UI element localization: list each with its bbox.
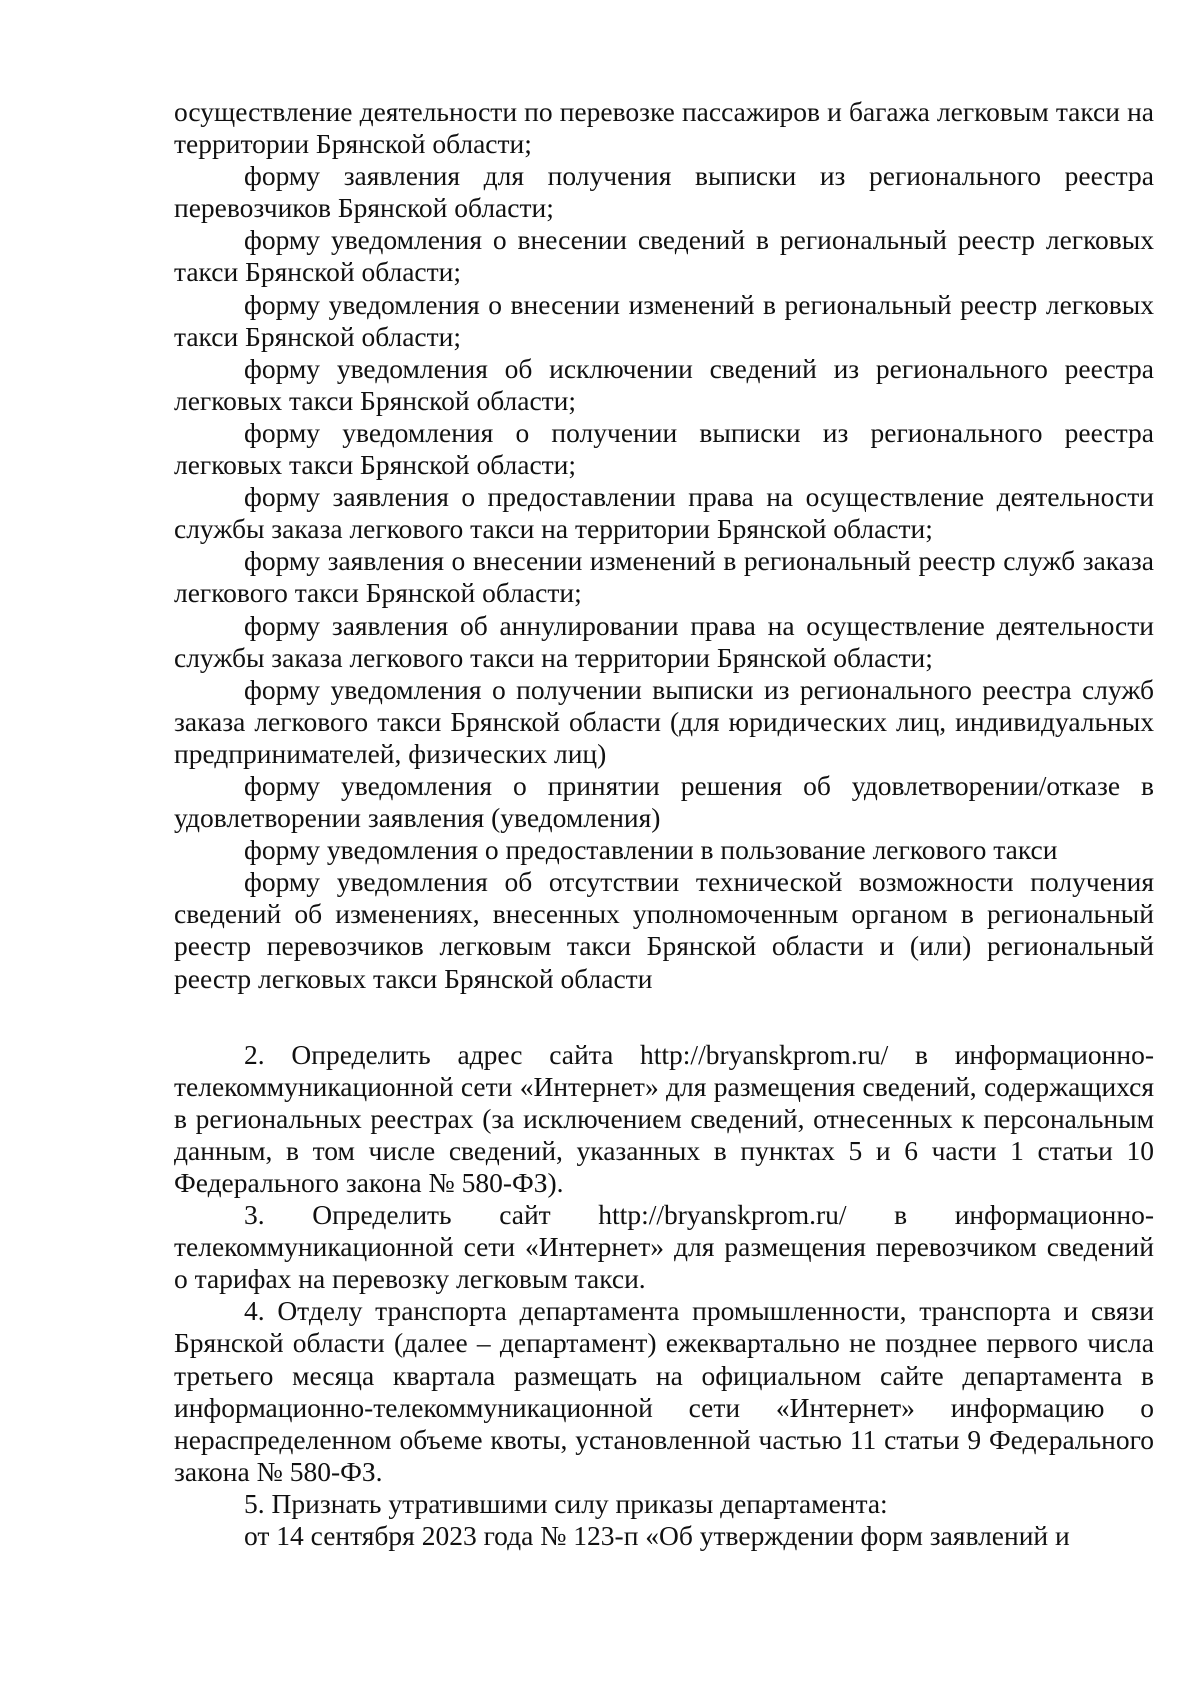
list-item: осуществление деятельности по перевозке пассажиров и багажа легковым такси на территории Брянской области;	[174, 96, 1154, 160]
list-item: форму заявления об аннулировании права на осуществление деятельности службы заказа легкового такси на территории Брянской области;	[174, 609, 1154, 673]
paragraph-continuation: от 14 сентября 2023 года № 123-п «Об утверждении форм заявлений и	[244, 1520, 1070, 1552]
list-item: форму уведомления об исключении сведений из регионального реестра легковых такси Брянской области;	[174, 352, 1154, 416]
paragraph-item-3: 3. Определить сайт http://bryanskprom.ru/ в информационно-телекоммуникационной сети «Интернет» для размещения перевозчиком сведений о тарифах на перевозку легковым такси.	[174, 1199, 1154, 1295]
list-item: форму уведомления об отсутствии технической возможности получения сведений об изменениях, внесенных уполномоченным органом в региональный реестр перевозчиков легковым такси Брянской области и (или) региональный реестр легковых такси Брянской области	[174, 866, 1154, 994]
list-item: форму заявления о внесении изменений в региональный реестр служб заказа легкового такси Брянской области;	[174, 545, 1154, 609]
list-item: форму уведомления о получении выписки из регионального реестра легковых такси Брянской области;	[174, 416, 1154, 481]
paragraph-spacer	[174, 995, 1154, 1039]
list-item: форму заявления о предоставлении права на осуществление деятельности службы заказа легкового такси на территории Брянской области;	[174, 481, 1154, 545]
paragraph-item-2: 2. Определить адрес сайта http://bryanskprom.ru/ в информационно-телекоммуникационной сети «Интернет» для размещения сведений, содержащихся в региональных реестрах (за исключением сведений, отнесенных к персональным данным, в том числе сведений, указанных в пунктах 5 и 6 части 1 статьи 10 Федерального закона № 580-ФЗ).	[174, 1038, 1154, 1198]
list-item: форму уведомления о внесении сведений в региональный реестр легковых такси Брянской области;	[174, 224, 1154, 288]
list-item: форму уведомления о внесении изменений в региональный реестр легковых такси Брянской области;	[174, 288, 1154, 352]
list-item: форму уведомления о получении выписки из регионального реестра служб заказа легкового такси Брянской области (для юридических лиц, индивидуальных предпринимателей, физических лиц)	[174, 673, 1154, 769]
paragraph-item-4: 4. Отделу транспорта департамента промышленности, транспорта и связи Брянской области (далее – департамент) ежеквартально не позднее первого числа третьего месяца квартала размещать на официальном сайте департамента в информационно-телекоммуникационной сети «Интернет» информацию о нераспределенном объеме квоты, установленной частью 11 статьи 9 Федерального закона № 580-ФЗ.	[174, 1295, 1154, 1487]
list-item: форму заявления для получения выписки из регионального реестра перевозчиков Брянской области;	[174, 160, 1154, 224]
list-item: форму уведомления о предоставлении в пользование легкового такси	[244, 834, 1058, 866]
paragraph-item-5: 5. Признать утратившими силу приказы департамента:	[244, 1487, 888, 1519]
list-item: форму уведомления о принятии решения об удовлетворении/отказе в удовлетворении заявления (уведомления)	[174, 769, 1154, 834]
document-page	[174, 96, 1154, 1552]
